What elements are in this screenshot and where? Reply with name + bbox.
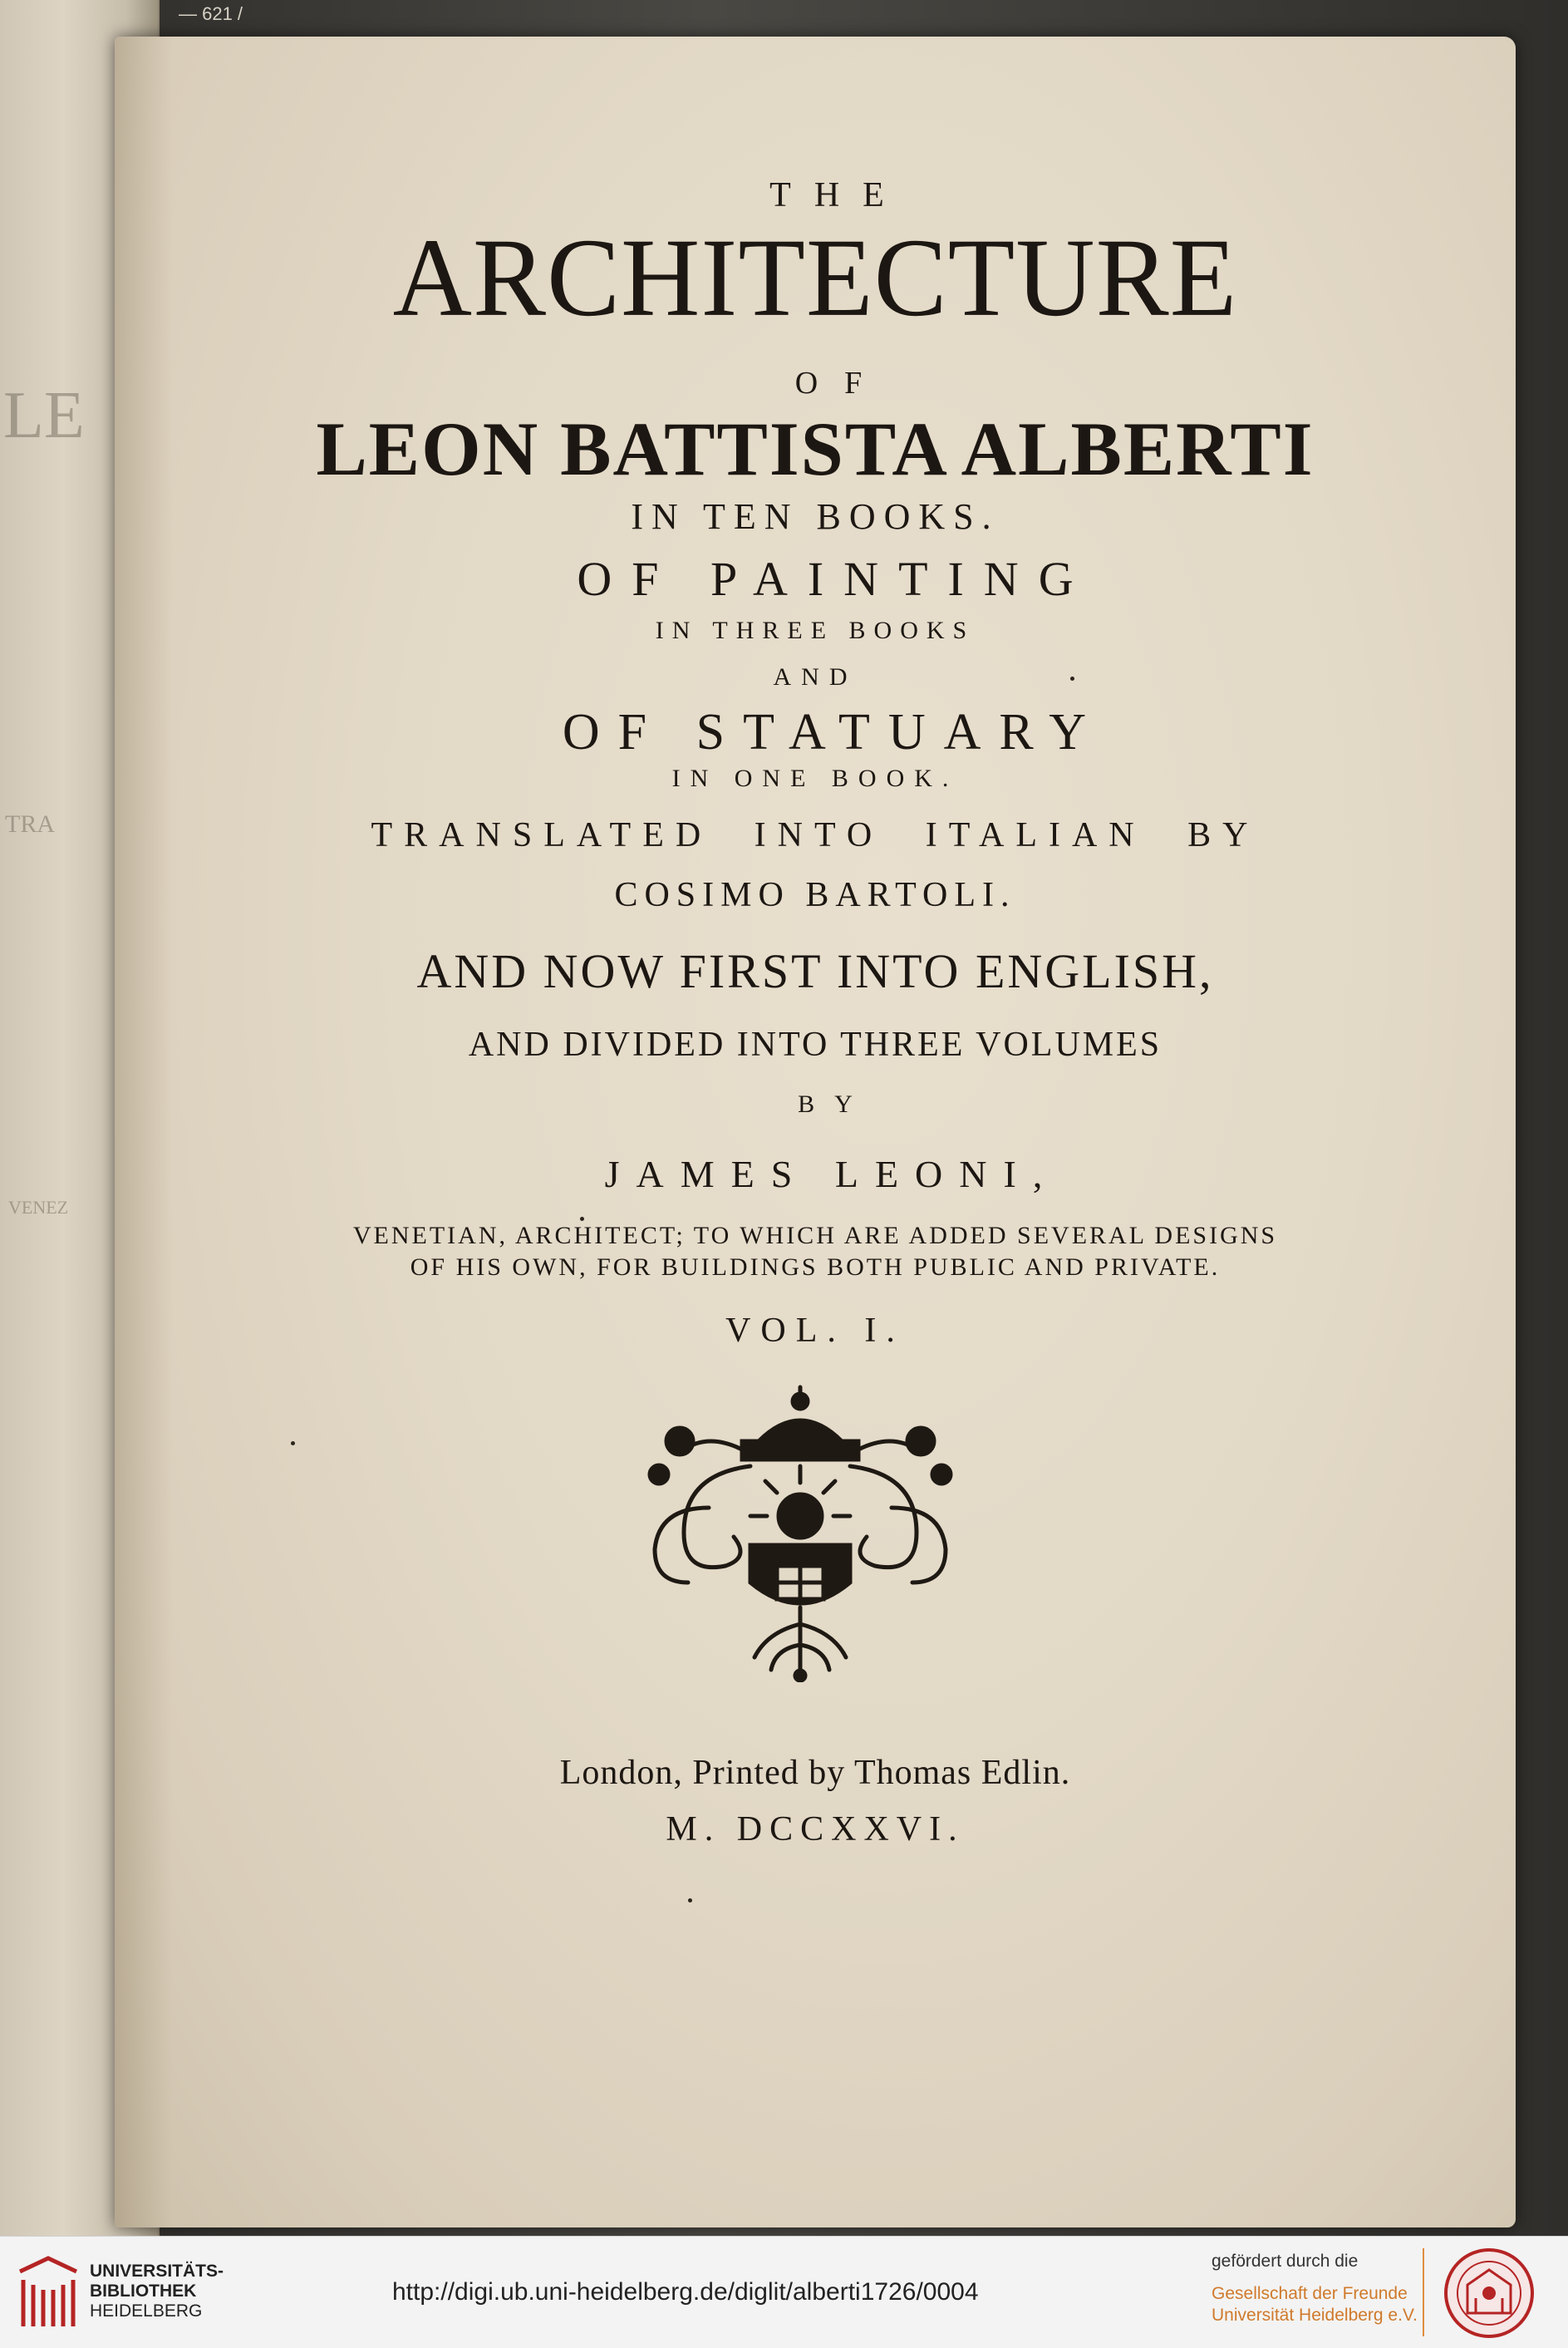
- bleed-through-letters: LE: [3, 379, 85, 452]
- translated-line: TRANSLATED INTO ITALIAN BY: [371, 816, 1260, 854]
- volume-number: VOL. I.: [725, 1312, 905, 1350]
- sponsor-label: gefördert durch die: [1212, 2252, 1359, 2271]
- heading-of: OF: [794, 366, 889, 401]
- bleed-through-letters: TRA: [5, 810, 55, 838]
- author-name: LEON BATTISTA ALBERTI: [316, 406, 1315, 491]
- library-name[interactable]: UNIVERSITÄTS- BIBLIOTHEK HEIDELBERG: [90, 2262, 224, 2321]
- bleed-through-letters: VENEZ: [8, 1197, 69, 1218]
- title-page: [115, 37, 1516, 2227]
- foxing-spot: [1070, 677, 1074, 681]
- printers-ornament: [634, 1383, 966, 1682]
- editor-name: JAMES LEONI,: [604, 1153, 1059, 1195]
- foxing-spot: [580, 1217, 584, 1221]
- editor-description-1: VENETIAN, ARCHITECT; TO WHICH ARE ADDED SEVERAL DESIGNS: [352, 1222, 1278, 1249]
- by-line: BY: [798, 1090, 872, 1118]
- divided-line: AND DIVIDED INTO THREE VOLUMES: [468, 1026, 1162, 1064]
- sponsor-name[interactable]: Gesellschaft der Freunde Universität Heidelberg e.V.: [1212, 2284, 1418, 2325]
- and-line: AND: [773, 663, 858, 691]
- university-seal-icon[interactable]: [1443, 2247, 1536, 2340]
- foxing-spot: [688, 1898, 692, 1903]
- in-one-book: IN ONE BOOK.: [671, 765, 959, 792]
- footer-divider: [1423, 2248, 1424, 2336]
- of-statuary: OF STATUARY: [562, 704, 1105, 761]
- foxing-spot: [291, 1441, 295, 1445]
- editor-description-2: OF HIS OWN, FOR BUILDINGS BOTH PUBLIC AND PRIVATE.: [410, 1253, 1221, 1281]
- viewer-footer: [0, 2236, 1568, 2348]
- in-three-books: IN THREE BOOKS: [655, 617, 976, 644]
- university-library-logo-icon[interactable]: [15, 2253, 81, 2331]
- now-first-line: AND NOW FIRST INTO ENGLISH,: [416, 944, 1214, 998]
- in-ten-books: IN TEN BOOKS.: [631, 496, 1000, 537]
- permalink-url[interactable]: http://digi.ub.uni-heidelberg.de/diglit/alberti1726/0004: [392, 2278, 979, 2306]
- shelf-mark-scribble: — 621 /: [179, 3, 243, 24]
- translator-name: COSIMO BARTOLI.: [614, 876, 1016, 914]
- heading-the: THE: [769, 176, 907, 214]
- imprint-line: London, Printed by Thomas Edlin.: [559, 1754, 1071, 1792]
- publication-year: M. DCCXXVI.: [666, 1810, 965, 1848]
- of-painting: OF PAINTING: [577, 552, 1094, 606]
- heading-architecture: ARCHITECTURE: [392, 214, 1238, 340]
